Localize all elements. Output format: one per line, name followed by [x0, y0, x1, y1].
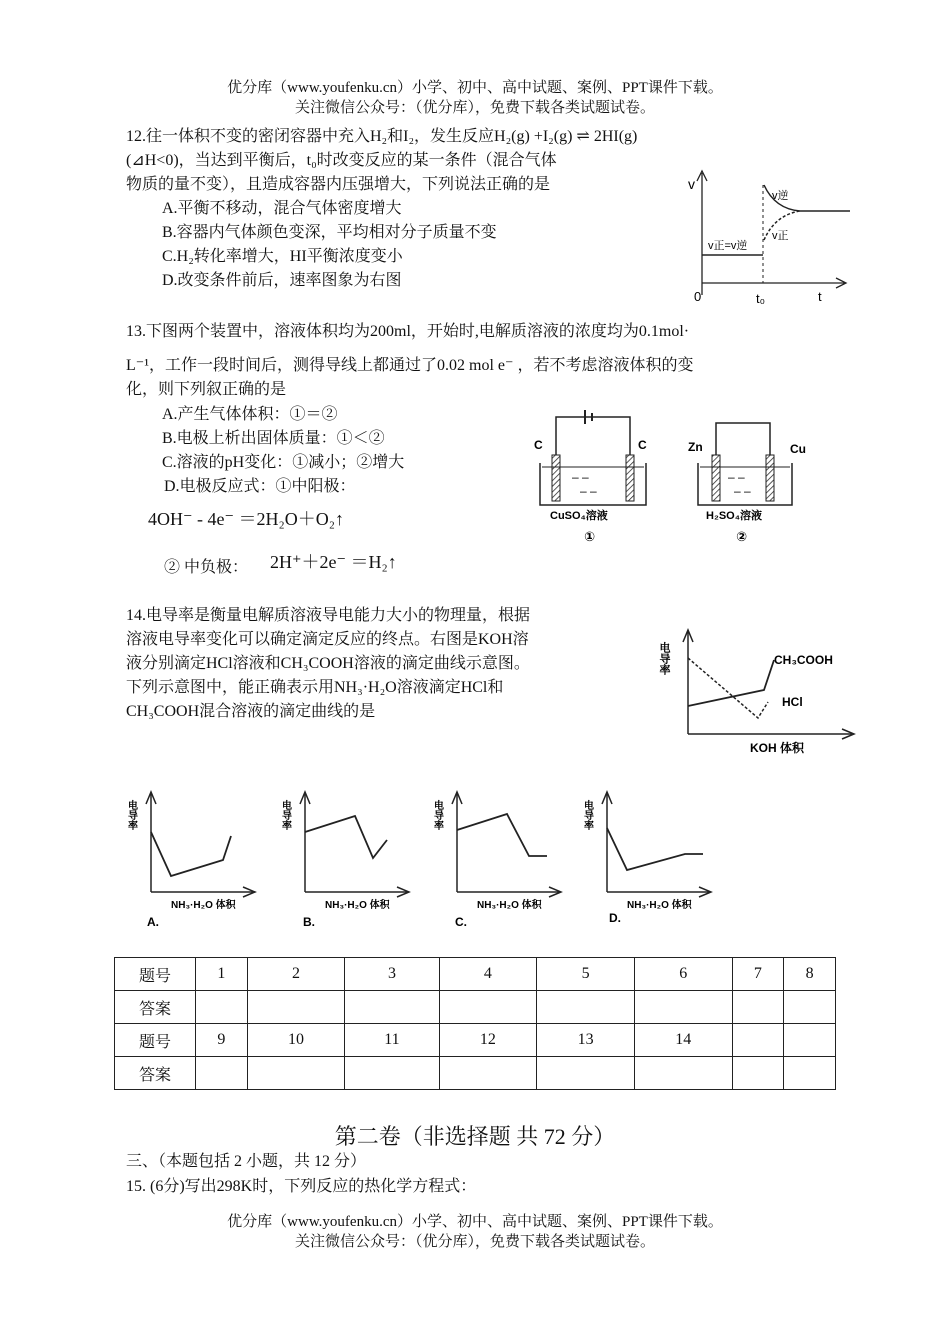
device-2	[688, 423, 806, 544]
q13-formula-anode: 4OH⁻ - 4e⁻ ＝2H₂O＋O₂↑	[148, 509, 345, 529]
svg-text:– –: – –	[728, 470, 745, 484]
header-line-1: 优分库（www.youfenku.cn）小学、初中、高中试题、案例、PPT课件下载。	[227, 80, 723, 96]
label-cell: 题号	[115, 1024, 196, 1057]
device2-right-electrode: Cu	[790, 442, 806, 456]
number-cell: 6	[634, 958, 732, 991]
q14-reference-graph	[660, 622, 870, 762]
number-cell: 7	[732, 958, 784, 991]
table-row	[115, 958, 836, 991]
q14-line-4: 下列示意图中，能正确表示用NH₃·H₂O溶液滴定HCl和	[126, 679, 504, 696]
answer-cell[interactable]	[345, 991, 439, 1024]
choice-d-x-label: NH₃·H₂O 体积	[627, 900, 692, 911]
graph-x-axis-label: t	[818, 289, 822, 304]
answer-table	[114, 957, 836, 1090]
q13-formula-negative: 2H⁺＋2e⁻ ＝H₂↑	[270, 552, 397, 572]
choice-graph-b	[280, 792, 410, 929]
number-cell: 2	[247, 958, 345, 991]
q13-option-b: B.电极上析出固体质量：①＜②	[162, 430, 385, 447]
answer-cell[interactable]	[439, 991, 537, 1024]
q12-option-c: C.H₂转化率增大，HI平衡浓度变小	[162, 248, 403, 265]
q12-rate-graph	[680, 165, 855, 305]
choice-d-label: D.	[609, 911, 621, 925]
answer-cell[interactable]	[732, 1057, 784, 1090]
device1-number: ①	[584, 529, 596, 544]
device2-left-electrode: Zn	[688, 440, 703, 454]
q14-line-5: CH₃COOH混合溶液的滴定曲线的是	[126, 703, 376, 720]
svg-text:– –: – –	[572, 470, 589, 484]
ref-graph-x-label: KOH 体积	[750, 741, 805, 755]
number-cell: 11	[345, 1024, 439, 1057]
q13-devices-figure	[520, 405, 820, 550]
q14-line-2: 溶液电导率变化可以确定滴定反应的终点。右图是KOH溶	[126, 631, 529, 648]
q14-line-3: 液分别滴定HCl溶液和CH₃COOH溶液的滴定曲线示意图。	[126, 655, 530, 672]
part2-title: 第二卷（非选择题 共 72 分）	[334, 1124, 616, 1149]
number-cell: 8	[784, 958, 836, 991]
label-cell: 答案	[115, 991, 196, 1024]
device2-number: ②	[736, 529, 748, 544]
number-cell: 13	[537, 1024, 635, 1057]
choice-d-y-label: 电导率	[581, 800, 593, 830]
graph-t0-label: t₀	[756, 291, 766, 306]
svg-text:– –: – –	[580, 484, 597, 498]
answer-cell[interactable]	[732, 991, 784, 1024]
q13-line-2: L⁻¹，工作一段时间后，测得导线上都通过了0.02 mol e⁻ ，若不考虑溶液体积的变	[126, 357, 694, 374]
number-cell: 12	[439, 1024, 537, 1057]
choice-b-label: B.	[303, 915, 315, 929]
graph-y-axis-label: v	[688, 176, 695, 192]
graph-v-reverse-label: v逆	[772, 190, 789, 202]
table-row	[115, 991, 836, 1024]
answer-cell[interactable]	[784, 1057, 836, 1090]
number-cell: 5	[537, 958, 635, 991]
number-cell	[732, 1024, 784, 1057]
q13-option-c: C.溶液的pH变化：①减小；②增大	[162, 454, 405, 471]
answer-cell[interactable]	[247, 1057, 345, 1090]
svg-text:– –: – –	[734, 484, 751, 498]
choice-b-x-label: NH₃·H₂O 体积	[325, 900, 390, 911]
number-cell: 10	[247, 1024, 345, 1057]
choice-graph-c	[432, 792, 562, 929]
q14-line-1: 14.电导率是衡量电解质溶液导电能力大小的物理量，根据	[126, 607, 531, 624]
ref-graph-y-label: 电导率	[658, 642, 670, 675]
q12-option-b: B.容器内气体颜色变深，平均相对分子质量不变	[162, 224, 497, 241]
choice-a-y-label: 电导率	[125, 800, 137, 830]
q13-formula2-label: ② 中负极：	[164, 559, 249, 576]
device1-solution: CuSO₄溶液	[550, 510, 608, 522]
device-1	[534, 410, 647, 544]
number-cell: 4	[439, 958, 537, 991]
q15-prompt: 15. (6分)写出298K时，下列反应的热化学方程式：	[126, 1178, 477, 1195]
number-cell: 3	[345, 958, 439, 991]
choice-b-y-label: 电导率	[279, 800, 291, 830]
q13-line-1: 13.下图两个装置中，溶液体积均为200ml，开始时,电解质溶液的浓度均为0.1mol·	[126, 323, 690, 340]
ref-graph-curve2-label: HCl	[782, 695, 803, 709]
q14-choice-graphs	[125, 782, 725, 932]
answer-cell[interactable]	[537, 991, 635, 1024]
answer-cell[interactable]	[784, 991, 836, 1024]
graph-origin-label: 0	[694, 289, 702, 304]
ref-graph-curve1-label: CH₃COOH	[774, 653, 833, 667]
graph-equal-label: v正=v逆	[708, 240, 748, 252]
choice-a-x-label: NH₃·H₂O 体积	[171, 900, 236, 911]
number-cell: 14	[634, 1024, 732, 1057]
choice-c-x-label: NH₃·H₂O 体积	[477, 900, 542, 911]
part2-section: 三、（本题包括 2 小题，共 12 分）	[126, 1153, 367, 1170]
q12-line-3: 物质的量不变），且造成容器内压强增大，下列说法正确的是	[126, 176, 551, 193]
footer-line-1: 优分库（www.youfenku.cn）小学、初中、高中试题、案例、PPT课件下载。	[227, 1214, 723, 1230]
q13-option-d: D.电极反应式：①中阳极：	[164, 478, 356, 495]
choice-graph-a	[126, 792, 256, 929]
answer-cell[interactable]	[439, 1057, 537, 1090]
device2-solution: H₂SO₄溶液	[706, 510, 762, 522]
footer-line-2: 关注微信公众号：（优分库），免费下载各类试题试卷。	[294, 1234, 655, 1250]
device1-left-electrode: C	[534, 438, 543, 452]
number-cell	[784, 1024, 836, 1057]
q12-option-d: D.改变条件前后，速率图象为右图	[162, 272, 402, 289]
answer-cell[interactable]	[196, 1057, 248, 1090]
graph-v-forward-label: v正	[772, 230, 789, 242]
label-cell: 题号	[115, 958, 196, 991]
answer-cell[interactable]	[345, 1057, 439, 1090]
number-cell: 9	[196, 1024, 248, 1057]
device1-right-electrode: C	[638, 438, 647, 452]
choice-c-y-label: 电导率	[431, 800, 443, 830]
q12-option-a: A.平衡不移动，混合气体密度增大	[162, 200, 402, 217]
table-row	[115, 1024, 836, 1057]
answer-cell[interactable]	[634, 991, 732, 1024]
q13-line-3: 化，则下列叙正确的是	[126, 381, 287, 398]
table-row	[115, 1057, 836, 1090]
q12-line-2: (⊿H<0)，当达到平衡后，t₀时改变反应的某一条件（混合气体	[126, 152, 557, 169]
label-cell: 答案	[115, 1057, 196, 1090]
answer-cell[interactable]	[196, 991, 248, 1024]
number-cell: 1	[196, 958, 248, 991]
choice-a-label: A.	[147, 915, 159, 929]
answer-cell[interactable]	[634, 1057, 732, 1090]
q13-option-a: A.产生气体体积：①＝②	[162, 406, 338, 423]
answer-cell[interactable]	[247, 991, 345, 1024]
answer-cell[interactable]	[537, 1057, 635, 1090]
header-line-2: 关注微信公众号：（优分库），免费下载各类试题试卷。	[294, 100, 655, 116]
q12-line-1: 12.往一体积不变的密闭容器中充入H₂和I₂，发生反应H₂(g) +I₂(g) ⇌ 2HI(g)	[126, 128, 638, 145]
choice-c-label: C.	[455, 915, 467, 929]
choice-graph-d	[582, 792, 712, 925]
